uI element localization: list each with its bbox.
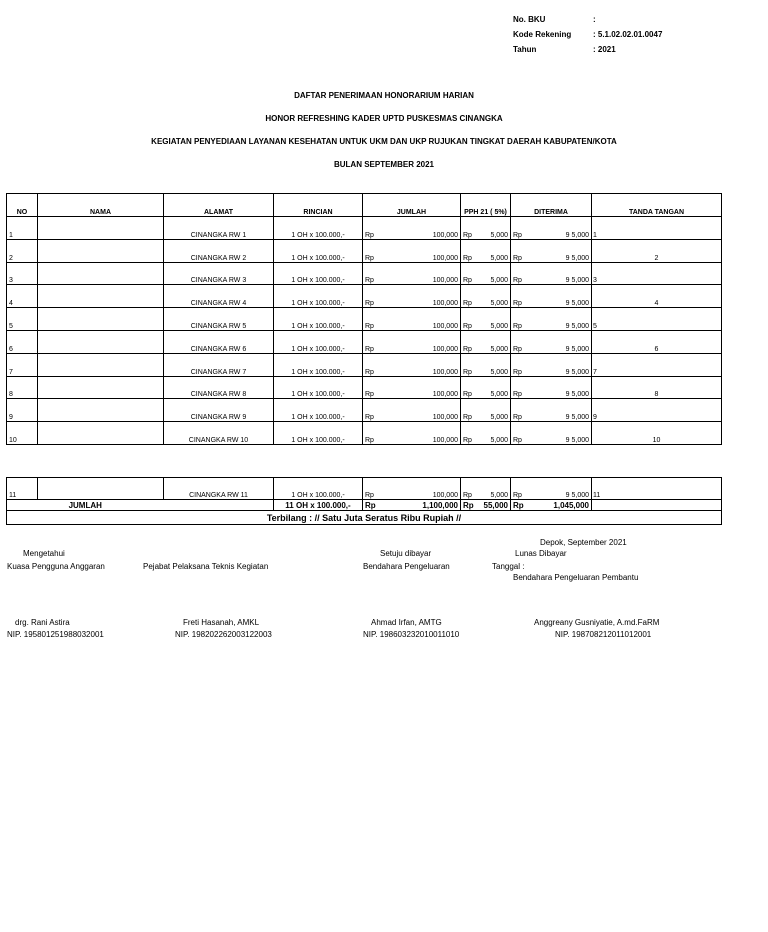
row-ttd: 8 bbox=[592, 376, 722, 399]
total-row bbox=[7, 500, 722, 511]
table-row bbox=[7, 376, 722, 399]
currency-label: Rp bbox=[463, 500, 474, 510]
currency-label: Rp bbox=[463, 277, 472, 285]
row-pph bbox=[461, 217, 511, 240]
currency-label: Rp bbox=[365, 500, 376, 510]
header-no: NO bbox=[7, 194, 38, 217]
jumlah-value: 100,000 bbox=[432, 322, 458, 330]
row-ttd: 3 bbox=[592, 262, 722, 285]
table-header-row bbox=[7, 194, 722, 217]
row-diterima bbox=[511, 422, 592, 445]
row-pph bbox=[461, 376, 511, 399]
row-ttd: 1 bbox=[592, 217, 722, 240]
row-jumlah bbox=[363, 353, 461, 376]
row-nama bbox=[38, 353, 164, 376]
diterima-value: 9 5,000 bbox=[565, 231, 589, 239]
row-nama bbox=[38, 217, 164, 240]
terbilang-row bbox=[7, 511, 722, 525]
tanggal-label: Tanggal : bbox=[492, 562, 525, 571]
month-title: BULAN SEPTEMBER 2021 bbox=[333, 160, 435, 169]
pph-value: 5,000 bbox=[490, 414, 508, 422]
row-rincian: 1 OH x 100.000,- bbox=[274, 330, 363, 353]
signatory-name-2: Freti Hasanah, AMKL bbox=[183, 618, 260, 627]
row-rincian: 1 OH x 100.000,- bbox=[274, 308, 363, 331]
total-pph bbox=[461, 500, 511, 511]
tahun-label: Tahun bbox=[513, 45, 537, 54]
pph-value: 5,000 bbox=[490, 300, 508, 308]
row-jumlah bbox=[363, 399, 461, 422]
diterima-value: 9 5,000 bbox=[565, 300, 589, 308]
pph-value: 5,000 bbox=[490, 436, 508, 444]
row-jumlah bbox=[363, 262, 461, 285]
row-nama bbox=[38, 239, 164, 262]
setuju-label: Setuju dibayar bbox=[380, 549, 432, 558]
currency-label: Rp bbox=[513, 322, 522, 330]
row-jumlah bbox=[363, 330, 461, 353]
kpa-title: Kuasa Pengguna Anggaran bbox=[7, 562, 105, 571]
row-pph bbox=[461, 285, 511, 308]
currency-label: Rp bbox=[513, 300, 522, 308]
row-alamat: CINANGKA RW 8 bbox=[164, 376, 274, 399]
diterima-value: 9 5,000 bbox=[565, 492, 589, 499]
row-alamat: CINANGKA RW 2 bbox=[164, 239, 274, 262]
pph-value: 5,000 bbox=[490, 345, 508, 353]
row-nama bbox=[38, 399, 164, 422]
table-row bbox=[7, 353, 722, 376]
row-ttd: 2 bbox=[592, 239, 722, 262]
row-pph bbox=[461, 399, 511, 422]
row-rincian: 1 OH x 100.000,- bbox=[274, 399, 363, 422]
currency-label: Rp bbox=[463, 254, 472, 262]
kode-rekening-value: : 5.1.02.02.01.0047 bbox=[593, 30, 663, 39]
row-rincian: 1 OH x 100.000,- bbox=[274, 353, 363, 376]
row-ttd: 10 bbox=[592, 422, 722, 445]
jumlah-value: 100,000 bbox=[432, 492, 458, 499]
row-rincian: 1 OH x 100.000,- bbox=[274, 376, 363, 399]
currency-label: Rp bbox=[513, 492, 522, 499]
currency-label: Rp bbox=[365, 231, 374, 239]
pph-value: 5,000 bbox=[490, 391, 508, 399]
row-alamat: CINANGKA RW 3 bbox=[164, 262, 274, 285]
kode-rekening-label: Kode Rekening bbox=[513, 30, 572, 39]
row-jumlah bbox=[363, 478, 461, 500]
row-diterima bbox=[511, 353, 592, 376]
header-tanda-tangan: TANDA TANGAN bbox=[592, 194, 722, 217]
row-alamat: CINANGKA RW 5 bbox=[164, 308, 274, 331]
signatory-name-4: Anggreany Gusniyatie, A.md.FaRM bbox=[534, 618, 660, 627]
row-rincian: 1 OH x 100.000,- bbox=[274, 478, 363, 500]
currency-label: Rp bbox=[365, 391, 374, 399]
pph-value: 5,000 bbox=[490, 231, 508, 239]
pph-value: 5,000 bbox=[490, 254, 508, 262]
row-pph bbox=[461, 353, 511, 376]
currency-label: Rp bbox=[513, 231, 522, 239]
total-label: JUMLAH bbox=[7, 500, 164, 511]
row-jumlah bbox=[363, 285, 461, 308]
table-row bbox=[7, 399, 722, 422]
row-diterima bbox=[511, 285, 592, 308]
row-no: 3 bbox=[7, 262, 38, 285]
currency-label: Rp bbox=[463, 231, 472, 239]
row-alamat: CINANGKA RW 9 bbox=[164, 399, 274, 422]
row-no: 10 bbox=[7, 422, 38, 445]
table-row bbox=[7, 217, 722, 240]
row-nama bbox=[38, 376, 164, 399]
row-diterima bbox=[511, 399, 592, 422]
row-pph bbox=[461, 262, 511, 285]
row-pph bbox=[461, 239, 511, 262]
signatory-nip-4: NIP. 198708212011012001 bbox=[555, 630, 652, 639]
mengetahui-label: Mengetahui bbox=[23, 549, 65, 558]
header-nama: NAMA bbox=[38, 194, 164, 217]
row-diterima bbox=[511, 239, 592, 262]
currency-label: Rp bbox=[463, 322, 472, 330]
jumlah-value: 100,000 bbox=[432, 368, 458, 376]
signatory-name-1: drg. Rani Astira bbox=[15, 618, 70, 627]
row-pph bbox=[461, 478, 511, 500]
currency-label: Rp bbox=[365, 368, 374, 376]
pph-value: 5,000 bbox=[490, 368, 508, 376]
row-pph bbox=[461, 422, 511, 445]
header-pph: PPH 21 ( 5%) bbox=[461, 194, 511, 217]
row-ttd: 11 bbox=[592, 478, 722, 500]
row-pph bbox=[461, 330, 511, 353]
row-jumlah bbox=[363, 422, 461, 445]
row-no: 11 bbox=[7, 478, 38, 500]
diterima-value: 9 5,000 bbox=[565, 254, 589, 262]
table-row bbox=[7, 239, 722, 262]
diterima-value: 9 5,000 bbox=[565, 322, 589, 330]
row-alamat: CINANGKA RW 11 bbox=[164, 478, 274, 500]
total-diterima bbox=[511, 500, 592, 511]
row-ttd: 9 bbox=[592, 399, 722, 422]
lunas-label: Lunas Dibayar bbox=[515, 549, 567, 558]
row-alamat: CINANGKA RW 10 bbox=[164, 422, 274, 445]
row-alamat: CINANGKA RW 4 bbox=[164, 285, 274, 308]
currency-label: Rp bbox=[513, 436, 522, 444]
signatory-nip-2: NIP. 198202262003122003 bbox=[175, 630, 272, 639]
jumlah-value: 100,000 bbox=[432, 277, 458, 285]
row-no: 8 bbox=[7, 376, 38, 399]
row-ttd: 5 bbox=[592, 308, 722, 331]
row-no: 7 bbox=[7, 353, 38, 376]
row-no: 5 bbox=[7, 308, 38, 331]
jumlah-value: 100,000 bbox=[432, 345, 458, 353]
no-bku-label: No. BKU bbox=[513, 15, 546, 24]
table-row bbox=[7, 262, 722, 285]
total-diterima-value: 1,045,000 bbox=[553, 500, 589, 510]
row-jumlah bbox=[363, 217, 461, 240]
header-rincian: RINCIAN bbox=[274, 194, 363, 217]
row-no: 4 bbox=[7, 285, 38, 308]
document-subtitle: HONOR REFRESHING KADER UPTD PUSKESMAS CINANGKA bbox=[265, 114, 503, 123]
header-alamat: ALAMAT bbox=[164, 194, 274, 217]
row-nama bbox=[38, 330, 164, 353]
row-diterima bbox=[511, 217, 592, 240]
table-row bbox=[7, 308, 722, 331]
pph-value: 5,000 bbox=[490, 277, 508, 285]
pph-value: 5,000 bbox=[490, 322, 508, 330]
row-diterima bbox=[511, 330, 592, 353]
signatory-nip-1: NIP. 195801251988032001 bbox=[7, 630, 104, 639]
row-nama bbox=[38, 308, 164, 331]
jumlah-value: 100,000 bbox=[432, 300, 458, 308]
table-row bbox=[7, 478, 722, 500]
currency-label: Rp bbox=[365, 345, 374, 353]
row-rincian: 1 OH x 100.000,- bbox=[274, 217, 363, 240]
row-nama bbox=[38, 285, 164, 308]
row-diterima bbox=[511, 376, 592, 399]
signatory-name-3: Ahmad Irfan, AMTG bbox=[371, 618, 442, 627]
table-row bbox=[7, 285, 722, 308]
no-bku-value: : bbox=[593, 15, 596, 24]
jumlah-value: 100,000 bbox=[432, 436, 458, 444]
diterima-value: 9 5,000 bbox=[565, 277, 589, 285]
row-nama bbox=[38, 262, 164, 285]
row-no: 9 bbox=[7, 399, 38, 422]
row-diterima bbox=[511, 308, 592, 331]
row-diterima bbox=[511, 478, 592, 500]
currency-label: Rp bbox=[513, 500, 524, 510]
row-no: 6 bbox=[7, 330, 38, 353]
diterima-value: 9 5,000 bbox=[565, 368, 589, 376]
table-row bbox=[7, 422, 722, 445]
row-rincian: 1 OH x 100.000,- bbox=[274, 239, 363, 262]
currency-label: Rp bbox=[365, 277, 374, 285]
total-jumlah bbox=[363, 500, 461, 511]
currency-label: Rp bbox=[513, 345, 522, 353]
row-alamat: CINANGKA RW 7 bbox=[164, 353, 274, 376]
currency-label: Rp bbox=[463, 300, 472, 308]
currency-label: Rp bbox=[463, 368, 472, 376]
row-nama bbox=[38, 422, 164, 445]
currency-label: Rp bbox=[365, 436, 374, 444]
currency-label: Rp bbox=[513, 254, 522, 262]
total-jumlah-value: 1,100,000 bbox=[422, 500, 458, 510]
currency-label: Rp bbox=[365, 414, 374, 422]
currency-label: Rp bbox=[365, 492, 374, 499]
row-rincian: 1 OH x 100.000,- bbox=[274, 262, 363, 285]
header-diterima: DITERIMA bbox=[511, 194, 592, 217]
jumlah-value: 100,000 bbox=[432, 231, 458, 239]
terbilang-text: Terbilang : // Satu Juta Seratus Ribu Rupiah // bbox=[7, 511, 722, 525]
row-ttd: 7 bbox=[592, 353, 722, 376]
currency-label: Rp bbox=[463, 414, 472, 422]
total-rincian: 11 OH x 100.000,- bbox=[274, 500, 363, 511]
currency-label: Rp bbox=[365, 322, 374, 330]
activity-title: KEGIATAN PENYEDIAAN LAYANAN KESEHATAN UNTUK UKM DAN UKP RUJUKAN TINGKAT DAERAH KABUPATEN/KOTA bbox=[151, 137, 617, 146]
pph-value: 5,000 bbox=[490, 492, 508, 499]
currency-label: Rp bbox=[365, 300, 374, 308]
row-jumlah bbox=[363, 239, 461, 262]
currency-label: Rp bbox=[463, 345, 472, 353]
jumlah-value: 100,000 bbox=[432, 391, 458, 399]
signatory-nip-3: NIP. 198603232010011010 bbox=[363, 630, 460, 639]
currency-label: Rp bbox=[513, 277, 522, 285]
row-ttd: 4 bbox=[592, 285, 722, 308]
row-no: 1 bbox=[7, 217, 38, 240]
currency-label: Rp bbox=[513, 368, 522, 376]
header-jumlah: JUMLAH bbox=[363, 194, 461, 217]
currency-label: Rp bbox=[463, 436, 472, 444]
bendahara-title: Bendahara Pengeluaran bbox=[363, 562, 450, 571]
row-alamat: CINANGKA RW 6 bbox=[164, 330, 274, 353]
jumlah-value: 100,000 bbox=[432, 414, 458, 422]
place-date: Depok, September 2021 bbox=[540, 538, 627, 547]
currency-label: Rp bbox=[463, 492, 472, 499]
row-jumlah bbox=[363, 376, 461, 399]
tahun-value: : 2021 bbox=[593, 45, 616, 54]
row-ttd: 6 bbox=[592, 330, 722, 353]
row-rincian: 1 OH x 100.000,- bbox=[274, 422, 363, 445]
row-diterima bbox=[511, 262, 592, 285]
document-title: DAFTAR PENERIMAAN HONORARIUM HARIAN bbox=[294, 91, 474, 100]
row-pph bbox=[461, 308, 511, 331]
table-row bbox=[7, 330, 722, 353]
honorarium-table-continued bbox=[6, 477, 722, 525]
row-rincian: 1 OH x 100.000,- bbox=[274, 285, 363, 308]
row-no: 2 bbox=[7, 239, 38, 262]
diterima-value: 9 5,000 bbox=[565, 414, 589, 422]
currency-label: Rp bbox=[463, 391, 472, 399]
diterima-value: 9 5,000 bbox=[565, 436, 589, 444]
row-jumlah bbox=[363, 308, 461, 331]
row-nama bbox=[38, 478, 164, 500]
currency-label: Rp bbox=[365, 254, 374, 262]
honorarium-table bbox=[6, 193, 722, 445]
currency-label: Rp bbox=[513, 414, 522, 422]
diterima-value: 9 5,000 bbox=[565, 391, 589, 399]
diterima-value: 9 5,000 bbox=[565, 345, 589, 353]
bpp-title: Bendahara Pengeluaran Pembantu bbox=[513, 573, 639, 582]
pptk-title: Pejabat Pelaksana Teknis Kegiatan bbox=[143, 562, 269, 571]
jumlah-value: 100,000 bbox=[432, 254, 458, 262]
row-alamat: CINANGKA RW 1 bbox=[164, 217, 274, 240]
currency-label: Rp bbox=[513, 391, 522, 399]
total-pph-value: 55,000 bbox=[483, 500, 508, 510]
